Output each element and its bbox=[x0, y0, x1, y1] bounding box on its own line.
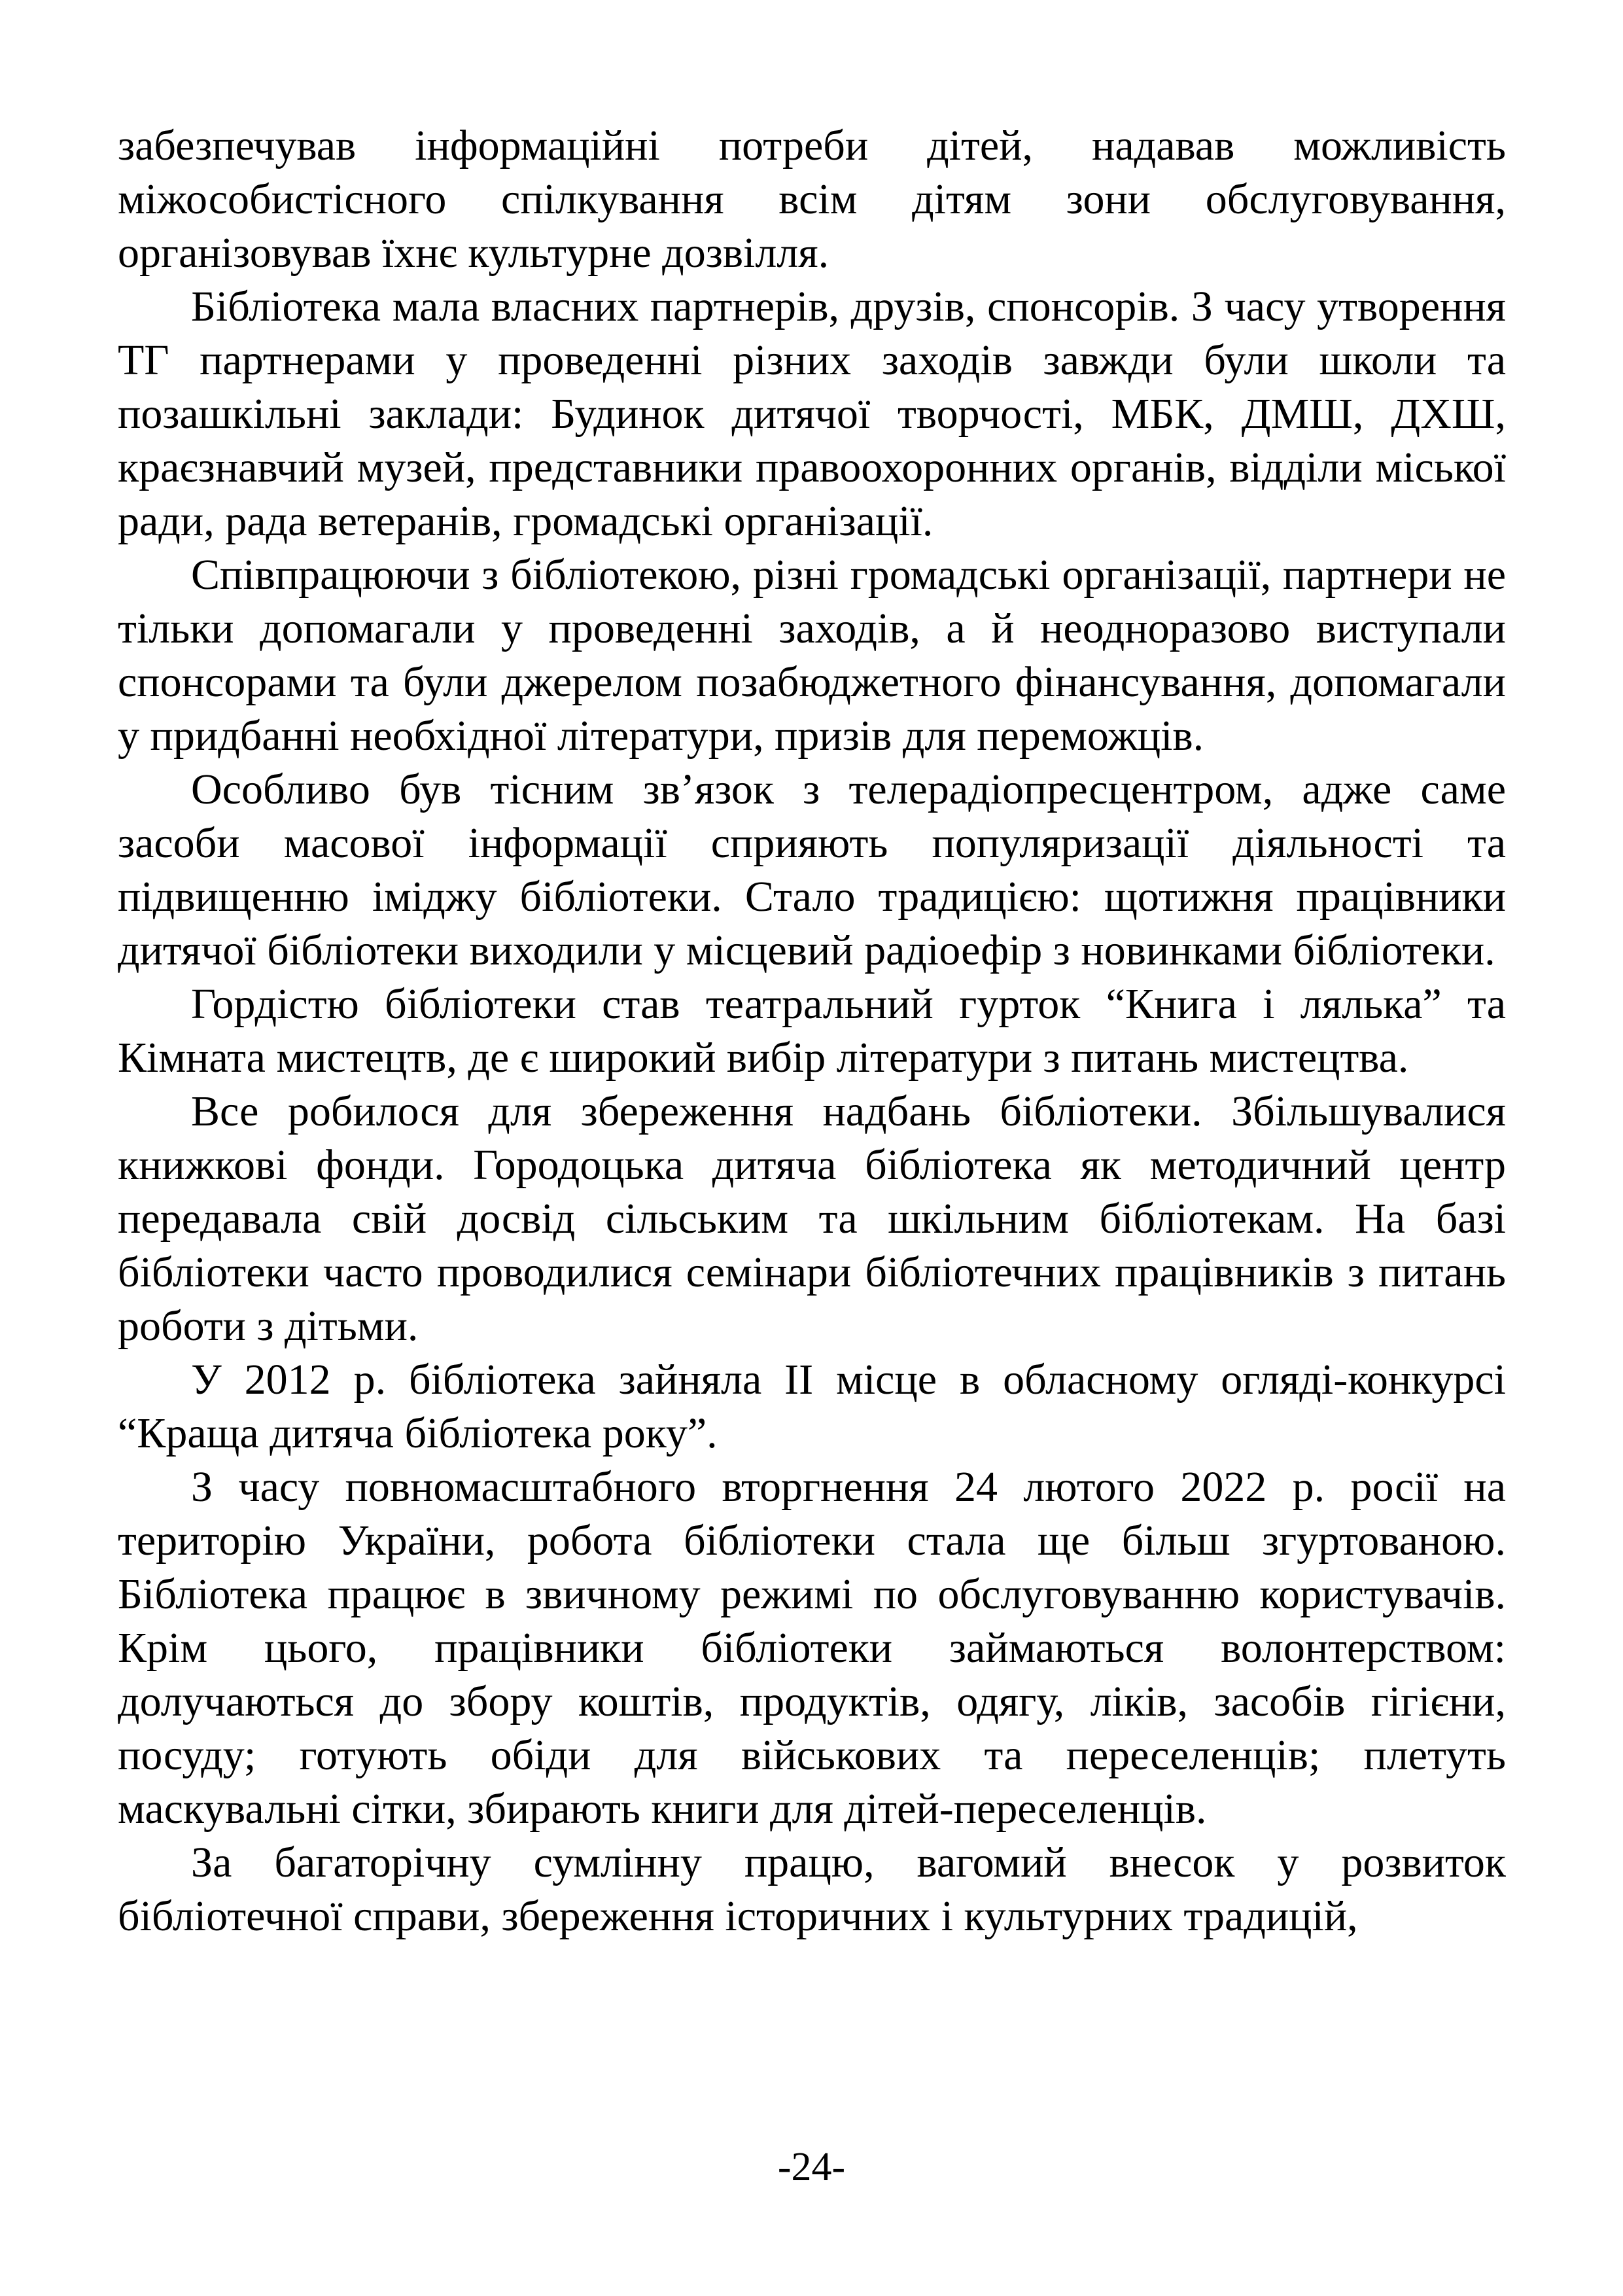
paragraph-closing: За багаторічну сумлінну працю, вагомий внесок у розвиток бібліотечної справи, збереження історичних і культурних традицій, bbox=[118, 1839, 1506, 1940]
paragraph-award: У 2012 р. бібліотека зайняла ІІ місце в обласному огляді-конкурсі “Краща дитяча бібліотека року”. bbox=[118, 1356, 1506, 1457]
paragraph-continued: забезпечував інформаційні потреби дітей, надавав можливість міжособистісного спілкування всім дітям зони обслуговування, організовував їхнє культурне дозвілля. bbox=[118, 122, 1506, 277]
paragraph-partners: Бібліотека мала власних партнерів, друзів, спонсорів. З часу утворення ТГ партнерами у проведенні різних заходів завжди були школи та позашкільні заклади: Будинок дитячої творчості, МБК, ДМШ, ДХШ, краєзнавчий музей, представники правоохоронних органів, відділи міської ради, рада ветеранів, громадські організації. bbox=[118, 283, 1506, 545]
paragraph-funds: Все робилося для збереження надбань бібліотеки. Збільшувалися книжкові фонди. Городоцька дитяча бібліотека як методичний центр передавала свій досвід сільським та шкільним бібліотекам. На базі бібліотеки часто проводилися семінари бібліотечних працівників з питань роботи з дітьми. bbox=[118, 1087, 1506, 1350]
paragraph-theatre: Гордістю бібліотеки став театральний гурток “Книга і лялька” та Кімната мистецтв, де є широкий вибір літератури з питань мистецтва. bbox=[118, 980, 1506, 1082]
paragraph-media: Особливо був тісним зв’язок з телерадіопресцентром, адже саме засоби масової інформації сприяють популяризації діяльності та підвищенню іміджу бібліотеки. Стало традицією: щотижня працівники дитячої бібліотеки виходили у місцевий радіоефір з новинками бібліотеки. bbox=[118, 766, 1506, 974]
paragraph-cooperation: Співпрацюючи з бібліотекою, різні громадські організації, партнери не тільки допомагали у проведенні заходів, а й неодноразово виступали спонсорами та були джерелом позабюджетного фінансування, допомагали у придбанні необхідної літератури, призів для переможців. bbox=[118, 551, 1506, 760]
page-number: -24- bbox=[777, 2145, 846, 2189]
paragraph-war-time: З часу повномасштабного вторгнення 24 лютого 2022 р. росії на територію України, робота бібліотеки стала ще більш згуртованою. Бібліотека працює в звичному режимі по обслуговуванню користувачів. Крім цього, працівники бібліотеки займаються волонтерством: долучаються до збору коштів, продуктів, одягу, ліків, засобів гігієни, посуду; готують обіди для військових та переселенців; плетуть маскувальні сітки, збирають книги для дітей-переселенців. bbox=[118, 1463, 1506, 1833]
body-text bbox=[118, 119, 1506, 1943]
